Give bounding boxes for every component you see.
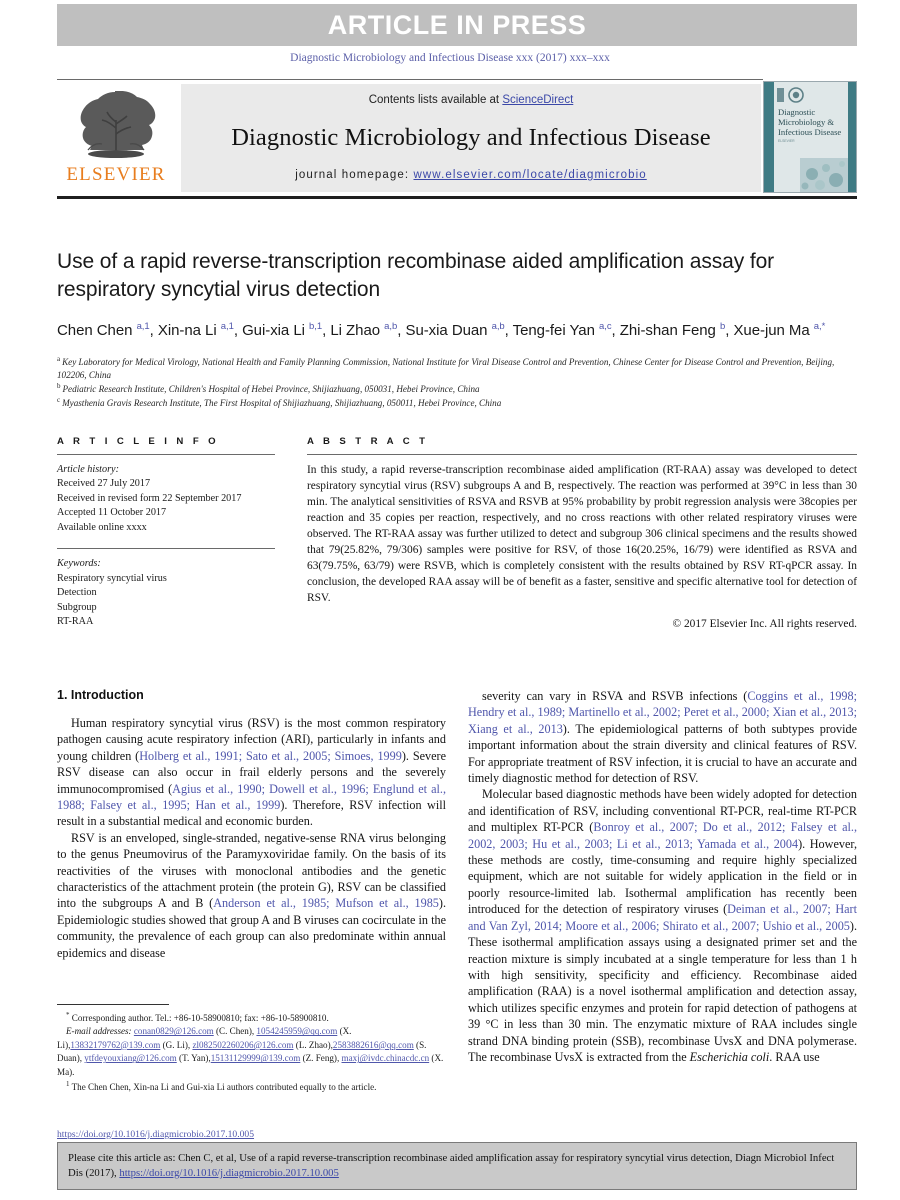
sciencedirect-link[interactable]: ScienceDirect bbox=[502, 94, 574, 106]
keyword-item: Respiratory syncytial virus bbox=[57, 572, 167, 584]
keyword-items bbox=[57, 572, 289, 630]
author-affiliation-marker: a,b bbox=[491, 321, 505, 333]
author-name: Zhi-shan Feng bbox=[619, 322, 720, 340]
paragraph-text: RSV is an enveloped, single-stranded, negative-sense RNA virus belonging to the genus Pneumovirus of the Paramyxoviridae family. On the basis of its reactivities of the viruses with monoclonal antibodies and the genetic characteristics of the attachment protein (the protein G), RSV can be classified into the subgroups A and B ( bbox=[57, 830, 446, 911]
paragraph-text: ). Epidemiologic studies showed that group A and B viruses can cocirculate in the community, the prevalence of each group can also predominate within annual epidemics and disease bbox=[57, 896, 446, 960]
page-title: Use of a rapid reverse-transcription recombinase aided amplification assay for respiratory syncytial virus detection bbox=[57, 250, 775, 301]
abstract-rule bbox=[307, 454, 857, 455]
affiliation-marker: b bbox=[57, 381, 61, 390]
paragraph-text: ). However, these methods are costly, time-consuming and require highly specialized equipment, which are not suitable for widely application in the field or in poorly resource-limited lab. Isothermal amplification has recently been introduced for the detection of respiratory viruses ( bbox=[468, 836, 857, 917]
article-info-rule-2 bbox=[57, 548, 275, 549]
author-name: Su-xia Duan bbox=[405, 322, 492, 340]
contents-lists-prefix: Contents lists available at bbox=[368, 94, 503, 106]
masthead-top-rule bbox=[57, 79, 763, 80]
author-name: Teng-fei Yan bbox=[512, 322, 599, 340]
abstract-text: In this study, a rapid reverse-transcription recombinase aided amplification (RT-RAA) assay was developed to detect respiratory syncytial virus (RSV) subgroups A and B, respectively. The reaction was performed at 39°C in less than 30 min. The analytical sensitivities of RSVA and RSVB at 95% probability by probit regression analysis were 38copies per reaction and 35 copies per reaction, respectively, and no cross reactions with other related respiratory viruses were observed. The RT-RAA assay was further utilized to detect and subgroup 306 clinical specimens and the results showed that 79(25.82%, 79/306) samples were positive for RSV, of those 16(20.25%, 16/79) were identified as RSVA and 63(79.75%, 63/79) were RSVB, which is completely consistent with the results obtained by RSV RT-qPCR assay. In conclusion, the developed RAA assay will be of benefit as a faster, sensitive and specific alternative tool for detection of RSV. bbox=[307, 464, 857, 604]
affiliation-text: Pediatric Research Institute, Children's Hospital of Hebei Province, Shijiazhuang, 050031, Hebei Province, China bbox=[62, 383, 480, 394]
author-affiliation-marker: a,1 bbox=[220, 321, 234, 333]
sciencedirect-box bbox=[181, 84, 761, 192]
citation-reference[interactable]: Holberg et al., 1991; Sato et al., 2005; Simoes, 1999 bbox=[139, 748, 402, 763]
corresponding-author-text: Corresponding author. Tel.: +86-10-58900810; fax: +86-10-58900810. bbox=[71, 1013, 329, 1024]
footnote-block bbox=[57, 1004, 446, 1095]
email-owner: (L. Zhao), bbox=[293, 1039, 333, 1050]
author-affiliation-marker: b bbox=[719, 321, 726, 333]
citation-reference[interactable]: Deiman et al., 2007; Hart and Van Zyl, 2014; Moore et al., 2006; Shirato et al., 2007; Ushio et al., 2005 bbox=[468, 902, 857, 933]
email-link[interactable]: 13832179762@139.com bbox=[70, 1039, 161, 1050]
affiliation-row bbox=[57, 382, 857, 396]
author-list: Chen Chen $^{a,1}$, Xin-na Li $^{a,1}$, Gui-xia Li $^{b,1}$, Li Zhao $^{a,b}$, Su-xia Duan $^{a,b}$, Teng-fei Yan $^{a,c}$, Zhi-shan Feng $^b$, Xue-jun Ma $^{a,*}$ bbox=[57, 321, 826, 340]
right-column-paragraphs bbox=[468, 688, 857, 1065]
keywords-label: Keywords: bbox=[57, 558, 101, 570]
footnote-rule bbox=[57, 1004, 169, 1005]
keyword-item: Detection bbox=[57, 587, 97, 599]
email-link[interactable]: ytfdeyouxiang@126.com bbox=[84, 1053, 177, 1064]
paragraph-text: severity can vary in RSVA and RSVB infections ( bbox=[482, 689, 748, 703]
email-owner: (Z. Feng), bbox=[300, 1053, 342, 1064]
body-column-right bbox=[468, 688, 857, 1065]
footnote-marker-1: 1 bbox=[66, 1080, 70, 1089]
body-paragraph bbox=[468, 786, 857, 1065]
citation-text: Please cite this article as: Chen C, et al, Use of a rapid reverse-transcription recombinase aided amplification assay for respiratory syncytial virus detection, Diagn Microbiol Infect Dis (2017), bbox=[68, 1152, 835, 1180]
journal-title: Diagnostic Microbiology and Infectious Disease bbox=[231, 123, 711, 151]
affiliation-marker: a bbox=[57, 354, 61, 363]
affiliation-row bbox=[57, 355, 857, 382]
body-paragraph bbox=[57, 715, 446, 830]
author-name: Li Zhao bbox=[330, 322, 385, 340]
affiliation-text: Key Laboratory for Medical Virology, National Health and Family Planning Commission, National Institute for Viral Disease Control and Prevention, Chinese Center for Disease Control and Prevention, Beijing, 102206, China bbox=[57, 356, 835, 380]
article-in-press-banner bbox=[57, 4, 857, 46]
author-affiliation-marker: a,c bbox=[599, 321, 612, 333]
author-name: Xue-jun Ma bbox=[733, 322, 814, 340]
masthead-bottom-rule bbox=[57, 196, 857, 199]
paragraph-text: ). The epidemiological patterns of both subtypes provide important information about the strain diversity and clinical features of RSV. For appropriate treatment of RSV infection, it is crucial to have an accurate and timely diagnostic method for detection of RSV. bbox=[468, 721, 857, 786]
citation-reference[interactable]: Coggins et al., 1998; Hendry et al., 1989; Martinello et al., 2002; Peret et al., 2000; Xian et al., 2013; Xiang et al., 2013 bbox=[468, 689, 857, 736]
journal-homepage-line bbox=[295, 169, 647, 181]
paragraph-text: ). These isothermal amplification assays using a designated primer set and the reaction mixture is simply incubated at a single temperature for less than 1 h with high sensitivity, specificity and efficiency. Recombinase aided amplification (RAA) is a novel isothermal amplification and detection assay, which utilizes specific enzymes and protein for rapid detection of pathogens at 39 °C in less than 30 min. The enzymatic mixture of RAA includes single strand DNA binding protein (SSB), recombinase UvsX and DNA polymerase. The recombinase UvsX is extracted from the bbox=[468, 918, 857, 1064]
equal-contribution-note bbox=[57, 1079, 446, 1094]
article-history-item: Accepted 11 October 2017 bbox=[57, 507, 167, 519]
keyword-item: Subgroup bbox=[57, 601, 97, 613]
affiliation-text: Myasthenia Gravis Research Institute, The First Hospital of Shijiazhuang, Shijiazhuang, 050011, Hebei Province, China bbox=[62, 397, 502, 408]
elsevier-wordmark: ELSEVIER bbox=[66, 164, 166, 185]
title-block bbox=[57, 248, 857, 410]
imprint-doi-link[interactable]: https://doi.org/10.1016/j.diagmicrobio.2017.10.005 bbox=[57, 1129, 255, 1140]
body-paragraph bbox=[57, 830, 446, 961]
citation-reference[interactable]: Anderson et al., 1985; Mufson et al., 1985 bbox=[213, 896, 439, 911]
article-in-press-label: ARTICLE IN PRESS bbox=[327, 9, 587, 40]
contents-lists-line bbox=[369, 94, 574, 106]
paragraph-text: Molecular based diagnostic methods have been widely adopted for detection and identification of RSV, including conventional RT-PCR, real-time RT-PCR and multiplex RT-PCR ( bbox=[468, 787, 857, 835]
svg-text:ELSEVIER: ELSEVIER bbox=[778, 139, 795, 143]
svg-text:Diagnostic: Diagnostic bbox=[778, 107, 816, 117]
email-link[interactable]: 2583882616@qq.com bbox=[332, 1039, 414, 1050]
citation-reference[interactable]: Bonroy et al., 2007; Do et al., 2012; Falsey et al., 2002, 2003; Hu et al., 2003; Li et al., 2013; Yamada et al., 2004 bbox=[468, 820, 858, 851]
email-link[interactable]: 15131129999@139.com bbox=[210, 1053, 301, 1064]
email-owner: (G. Li), bbox=[160, 1039, 193, 1050]
elsevier-logo bbox=[57, 84, 175, 192]
keywords-group bbox=[57, 557, 289, 629]
affiliation-row bbox=[57, 396, 857, 410]
equal-contribution-text: The Chen Chen, Xin-na Li and Gui-xia Li authors contributed equally to the article. bbox=[71, 1082, 377, 1093]
paragraph-text: ). Severe RSV disease can also occur in frail elderly persons and the severely immunocompromised ( bbox=[57, 748, 446, 796]
article-info-rule-1 bbox=[57, 454, 275, 455]
paragraph-text: Human respiratory syncytial virus (RSV) is the most common respiratory pathogen causing acute respiratory infection (ARI), particularly in infants and young children ( bbox=[57, 716, 446, 763]
journal-cover-thumbnail bbox=[763, 81, 857, 193]
email-link[interactable]: 1054245959@qq.com bbox=[256, 1026, 338, 1037]
email-link[interactable]: conan0829@126.com bbox=[133, 1026, 214, 1037]
author-name: Chen Chen bbox=[57, 322, 137, 340]
info-abstract-region bbox=[57, 436, 857, 630]
article-info-heading: A R T I C L E I N F O bbox=[57, 436, 220, 447]
elsevier-tree-icon bbox=[68, 84, 164, 164]
author-name: Gui-xia Li bbox=[242, 322, 310, 340]
running-head: Diagnostic Microbiology and Infectious Disease xxx (2017) xxx–xxx bbox=[290, 52, 610, 64]
keyword-item: RT-RAA bbox=[57, 616, 94, 628]
citation-doi-link[interactable]: https://doi.org/10.1016/j.diagmicrobio.2017.10.005 bbox=[119, 1167, 339, 1180]
article-history-items bbox=[57, 477, 289, 535]
article-history-label: Article history: bbox=[57, 464, 119, 475]
email-addresses-label: E-mail addresses: bbox=[66, 1026, 132, 1037]
author-affiliation-marker: a,* bbox=[813, 321, 826, 333]
abstract-copyright: © 2017 Elsevier Inc. All rights reserved. bbox=[672, 617, 857, 630]
svg-text:Microbiology &: Microbiology & bbox=[778, 117, 835, 127]
article-history-item: Received 27 July 2017 bbox=[57, 478, 151, 490]
paragraph-text: ). Therefore, RSV infection will result in a substantial medical and economic burden. bbox=[57, 798, 446, 829]
email-owner: (X. Li), bbox=[57, 1026, 352, 1050]
author-affiliation-marker: b,1 bbox=[309, 321, 323, 333]
article-history-item: Available online xxxx bbox=[57, 521, 147, 533]
abstract-heading: A B S T R A C T bbox=[307, 436, 429, 447]
article-info-column bbox=[57, 436, 289, 630]
left-column-paragraphs bbox=[57, 715, 446, 961]
email-owner: (X. Ma). bbox=[57, 1053, 444, 1077]
article-history-group bbox=[57, 463, 289, 535]
author-affiliation-marker: a,b bbox=[384, 321, 398, 333]
asterisk-marker: * bbox=[66, 1011, 70, 1019]
email-owner: (T. Yan), bbox=[176, 1053, 211, 1064]
email-addresses-note bbox=[57, 1025, 446, 1079]
svg-text:Infectious Disease: Infectious Disease bbox=[778, 127, 842, 137]
email-link[interactable]: maxj@ivdc.chinacdc.cn bbox=[341, 1053, 430, 1064]
italic-term: Escherichia coli bbox=[689, 1049, 770, 1064]
author-name: Xin-na Li bbox=[157, 322, 221, 340]
article-history-item: Received in revised form 22 September 2017 bbox=[57, 492, 242, 504]
email-owner: (S. Duan), bbox=[57, 1039, 427, 1064]
journal-cover-image bbox=[764, 82, 857, 193]
citation-box bbox=[57, 1142, 857, 1190]
email-link[interactable]: zl082502260206@126.com bbox=[192, 1039, 294, 1050]
affiliation-list bbox=[57, 355, 857, 410]
section-title-introduction: 1. Introduction bbox=[57, 688, 144, 702]
citation-reference[interactable]: Agius et al., 1990; Dowell et al., 1996; Englund et al., 1988; Falsey et al., 1995; Han et al., 1999 bbox=[57, 781, 447, 813]
email-owner: (C. Chen), bbox=[213, 1026, 257, 1037]
paragraph-text: . RAA use bbox=[769, 1049, 820, 1064]
affiliation-marker: c bbox=[57, 395, 61, 404]
corresponding-author-note bbox=[57, 1010, 446, 1025]
author-affiliation-marker: a,1 bbox=[136, 321, 150, 333]
body-paragraph bbox=[468, 688, 857, 786]
journal-homepage-label: journal homepage: bbox=[295, 169, 414, 181]
journal-masthead bbox=[57, 80, 857, 193]
journal-homepage-link[interactable]: www.elsevier.com/locate/diagmicrobio bbox=[413, 169, 647, 181]
abstract-column bbox=[307, 436, 857, 630]
